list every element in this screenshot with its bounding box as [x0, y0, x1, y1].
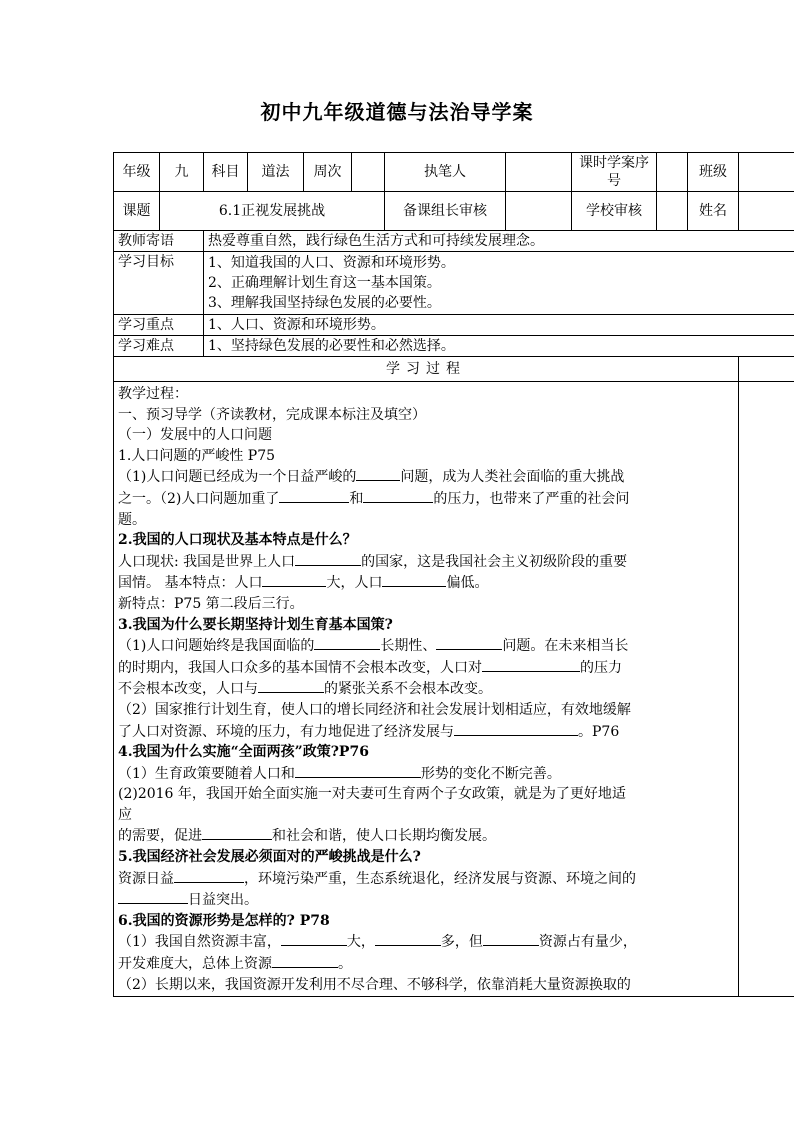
content-line: 资源日益 ，环境污染严重，生态系统退化，经济发展与资源、环境之间的: [118, 868, 734, 890]
learning-process-header: 学习过程: [114, 357, 739, 382]
content-line: 的需要，促进 和社会和谐，使人口长期均衡发展。: [118, 825, 734, 847]
school-review-label: 学校审核: [572, 192, 657, 231]
blank[interactable]: [482, 657, 580, 672]
question-heading: 4.我国为什么实施“全面两孩”政策?P76: [118, 744, 369, 761]
topic-label: 课题: [114, 192, 160, 231]
blank[interactable]: [436, 635, 502, 650]
blank[interactable]: [363, 488, 433, 503]
content-line: 的时期内，我国人口众多的基本国情不会根本改变，人口对 的压力: [118, 657, 734, 679]
name-label: 姓名: [688, 192, 739, 231]
study-guide-table-wrapper: [113, 152, 794, 997]
blank[interactable]: [118, 889, 188, 904]
name-value[interactable]: [739, 192, 794, 231]
learning-focus-value: 1、人口、资源和环境形势。: [204, 315, 794, 336]
content-line: （1)人口问题始终是我国面临的 长期性、 问题。在未来相当长: [118, 635, 734, 657]
question-heading: 2.我国的人口现状及基本特点是什么？: [118, 532, 357, 549]
content-line: 一、预习导学（齐读教材，完成课本标注及填空）: [118, 406, 426, 423]
content-line: 题。: [118, 511, 146, 528]
grade-value: 九: [160, 153, 204, 192]
learning-goals-label: 学习目标: [114, 252, 204, 315]
blank[interactable]: [279, 488, 349, 503]
group-review-label: 备课组长审核: [385, 192, 506, 231]
content-line: 人口现状: 我国是世界上人口 的国家，这是我国社会主义初级阶段的重要: [118, 551, 734, 573]
content-line: （2）长期以来，我国资源开发利用不尽合理、不够科学，依靠消耗大量资源换取的: [118, 976, 631, 993]
question-heading: 3.我国为什么要长期坚持计划生育基本国策?: [118, 616, 393, 633]
sequence-value[interactable]: [657, 153, 688, 192]
question-heading: 1.人口问题的严峻性 P75: [118, 447, 276, 464]
class-label: 班级: [688, 153, 739, 192]
author-label: 执笔人: [385, 153, 506, 192]
goal-item: 3、理解我国坚持绿色发展的必要性。: [208, 295, 441, 311]
study-guide-table: [113, 152, 794, 997]
blank[interactable]: [272, 953, 338, 968]
content-line: （1)人口问题已经成为一个日益严峻的 问题，成为人类社会面临的重大挑战: [118, 466, 734, 488]
content-line: 之一。（2)人口问题加重了 和 的压力，也带来了严重的社会问: [118, 488, 734, 510]
content-line: （1）生育政策要随着人口和 形势的变化不断完善。: [118, 763, 734, 785]
group-review-value[interactable]: [506, 192, 572, 231]
content-line: 国情。 基本特点：人口 大，人口 偏低。: [118, 572, 734, 594]
content-line: 新特点：P75 第二段后三行。: [118, 595, 304, 612]
content-line: 教学过程：: [118, 386, 188, 402]
blank[interactable]: [295, 551, 361, 566]
content-line: 应: [118, 806, 132, 823]
question-heading: 5.我国经济社会发展必须面对的严峻挑战是什么?: [118, 849, 421, 866]
question-heading: 6.我国的资源形势是怎样的? P78: [118, 912, 330, 929]
blank[interactable]: [174, 868, 244, 883]
teacher-message-label: 教师寄语: [114, 231, 204, 252]
blank[interactable]: [382, 572, 446, 587]
learning-difficulty-label: 学习难点: [114, 336, 204, 357]
blank[interactable]: [356, 466, 400, 481]
blank[interactable]: [314, 635, 380, 650]
content-line: （一）发展中的人口问题: [118, 427, 272, 444]
goal-item: 2、正确理解计划生育这一基本国策。: [208, 275, 441, 291]
learning-goals: [204, 252, 794, 315]
grade-label: 年级: [114, 153, 160, 192]
process-side-cell: [739, 357, 794, 382]
content-line: （2）国家推行计划生育，使人口的增长同经济和社会发展计划相适应，有效地缓解: [118, 701, 631, 718]
learning-difficulty-value: 1、坚持绿色发展的必要性和必然选择。: [204, 336, 794, 357]
author-value[interactable]: [506, 153, 572, 192]
sequence-label: 课时学案序号: [572, 153, 657, 192]
learning-process-content: [114, 382, 739, 997]
teacher-message-value: 热爱尊重自然，践行绿色生活方式和可持续发展理念。: [204, 231, 794, 252]
subject-value: 道法: [248, 153, 304, 192]
week-value[interactable]: [352, 153, 385, 192]
content-line: 日益突出。: [118, 889, 734, 911]
goal-item: 1、知道我国的人口、资源和环境形势。: [208, 255, 455, 271]
blank[interactable]: [295, 763, 421, 778]
week-label: 周次: [304, 153, 352, 192]
topic-value: 6.1正视发展挑战: [160, 192, 385, 231]
blank[interactable]: [375, 931, 441, 946]
subject-label: 科目: [204, 153, 248, 192]
page-title: 初中九年级道德与法治导学案: [260, 100, 534, 124]
school-review-value[interactable]: [657, 192, 688, 231]
content-line: 开发难度大，总体上资源 。: [118, 953, 734, 975]
blank[interactable]: [483, 931, 539, 946]
content-line: (2)2016 年，我国开始全面实施一对夫妻可生育两个子女政策，就是为了更好地适: [118, 786, 626, 803]
blank[interactable]: [202, 825, 272, 840]
blank[interactable]: [454, 721, 578, 736]
blank[interactable]: [258, 678, 324, 693]
content-line: 了人口对资源、环境的压力，有力地促进了经济发展与 。P76: [118, 721, 734, 743]
learning-focus-label: 学习重点: [114, 315, 204, 336]
content-line: （1）我国自然资源丰富， 大， 多，但 资源占有量少，: [118, 931, 734, 953]
blank[interactable]: [262, 572, 326, 587]
content-side-cell: [739, 382, 794, 997]
content-line: 不会根本改变，人口与 的紧张关系不会根本改变。: [118, 678, 734, 700]
blank[interactable]: [281, 931, 347, 946]
class-value[interactable]: [739, 153, 794, 192]
